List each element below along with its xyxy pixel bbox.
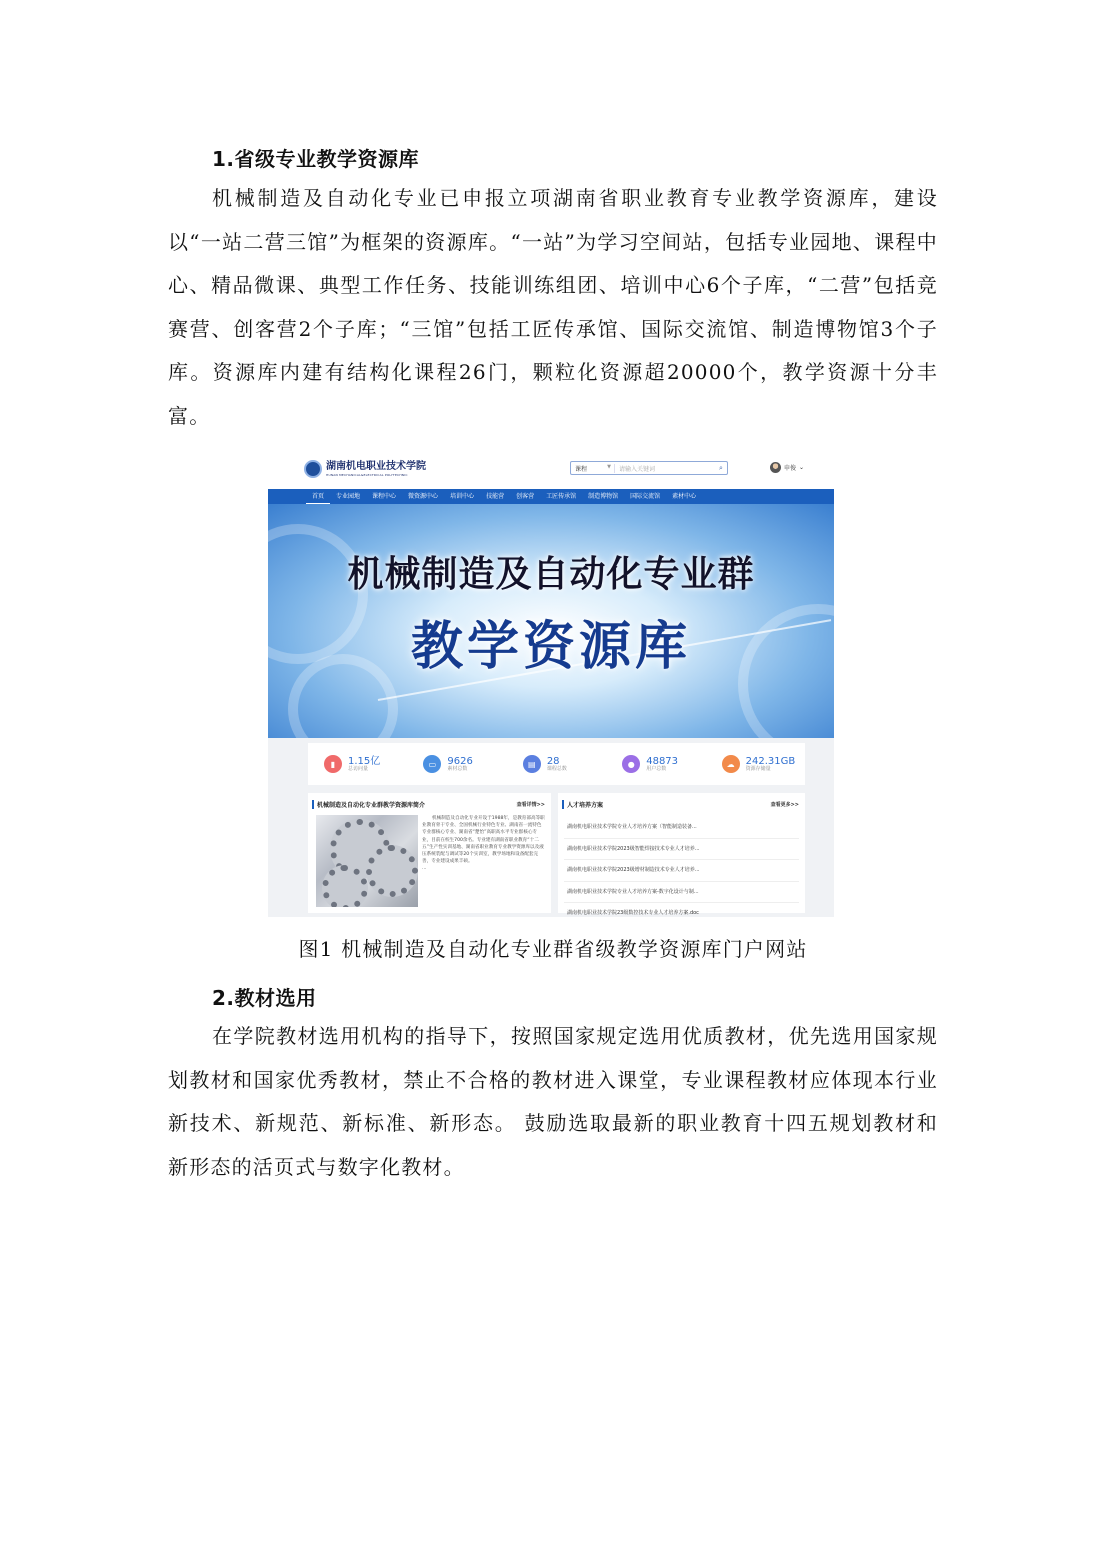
stat-materials: ▭ 9626 素材总数 bbox=[407, 755, 506, 773]
stat-courses: ▤ 28 课程总数 bbox=[507, 755, 606, 773]
stat-users: ● 48873 用户总数 bbox=[606, 755, 705, 773]
list-item[interactable]: 湖南机电职业技术学院23级数控技术专业人才培养方案.doc bbox=[564, 903, 799, 917]
portal-screenshot bbox=[268, 451, 834, 917]
nav-item-skills[interactable]: 技能营 bbox=[486, 493, 505, 500]
nav-item-materials[interactable]: 素材中心 bbox=[672, 493, 697, 500]
talent-title: 人才培养方案 bbox=[562, 800, 603, 809]
intro-photo bbox=[316, 815, 418, 907]
section-paragraph: 机械制造及自动化专业已申报立项湖南省职业教育专业教学资源库，建设以“一站二营三馆”为框架的资源库。“一站”为学习空间站，包括专业园地、课程中心、精品微课、典型工作任务、技能训练组团、培训中心6个子库，“二营”包括竞赛营、创客营2个子库；“三馆”包括工匠传承馆、国际交流馆、制造博物馆3个子库。资源库内建有结构化课程26门，颗粒化资源超20000个，教学资源十分丰富。 bbox=[168, 186, 938, 428]
talent-list bbox=[564, 817, 799, 917]
search-category-select[interactable]: 课程 ▼ bbox=[571, 464, 615, 473]
stat-visits: ▮ 1.15亿 总访问量 bbox=[308, 755, 407, 773]
stat-storage: ☁ 242.31GB 资源存储量 bbox=[706, 755, 805, 773]
search-icon[interactable]: ⌕ bbox=[719, 463, 723, 472]
site-logo[interactable] bbox=[304, 460, 426, 478]
nav-item-museum[interactable]: 制造博物馆 bbox=[588, 493, 619, 500]
book-icon: ▤ bbox=[523, 755, 541, 773]
list-item[interactable]: 湖南机电职业技术学院专业人才培养方案-数字化设计与制... bbox=[564, 882, 799, 904]
nav-item-home[interactable]: 首页 bbox=[306, 489, 330, 504]
nav-item-micro[interactable]: 微资源中心 bbox=[408, 493, 439, 500]
nav-item-courses[interactable]: 课程中心 bbox=[372, 493, 397, 500]
search-bar bbox=[570, 461, 728, 475]
search-input[interactable]: 请输入关键词 bbox=[619, 465, 656, 473]
list-item[interactable]: 湖南机电职业技术学院2023级智能焊接技术专业人才培养... bbox=[564, 839, 799, 861]
list-item[interactable]: 湖南机电职业技术学院2023级增材制造技术专业人才培养... bbox=[564, 860, 799, 882]
logo-name-cn: 湖南机电职业技术学院 bbox=[326, 460, 426, 472]
intro-text: 机械制造及自动化专业开设于1988年，是教育部高等职业教育骨干专业、全国机械行业特色专业、湖南省一流特色专业群核心专业、湖南省“楚怡”高职高水平专业群核心专业，目前在校生700余名。专业建有湖南省职业教育“十二五”生产性实训基地、湖南省职业教育专业教学资源库以及液压系统装配与调试等20个实训室，教学场地和设备配套完善，专业建设成果丰硕。 ... bbox=[422, 816, 545, 872]
section-heading: 1.省级专业教学资源库 bbox=[212, 147, 420, 171]
hero-banner bbox=[268, 504, 834, 738]
user-menu[interactable] bbox=[770, 462, 804, 473]
image-icon: ▭ bbox=[423, 755, 441, 773]
nav-item-training[interactable]: 培训中心 bbox=[450, 493, 475, 500]
chart-icon: ▮ bbox=[324, 755, 342, 773]
cloud-icon: ☁ bbox=[722, 755, 740, 773]
nav-item-maker[interactable]: 创客营 bbox=[516, 493, 535, 500]
nav-item-major[interactable]: 专业园地 bbox=[336, 493, 361, 500]
stats-bar bbox=[308, 743, 805, 785]
logo-name-en: HUNAN MECHANICAL&ELECTRICAL POLYTECHNIC bbox=[326, 472, 408, 477]
list-item[interactable]: 湖南机电职业技术学院专业人才培养方案（智能制造装备... bbox=[564, 817, 799, 839]
talent-panel bbox=[558, 793, 805, 916]
user-icon: ● bbox=[622, 755, 640, 773]
college-emblem-icon bbox=[304, 460, 322, 478]
intro-title: 机械制造及自动化专业群教学资源库简介 bbox=[312, 800, 425, 809]
main-nav bbox=[268, 489, 834, 504]
intro-ellipsis: ... bbox=[422, 866, 427, 872]
intro-more-link[interactable]: 查看详情>> bbox=[516, 801, 545, 808]
intro-panel bbox=[308, 793, 551, 913]
section-heading: 2.教材选用 bbox=[212, 986, 317, 1010]
user-name: 申俊 bbox=[784, 465, 797, 472]
nav-item-craftsman[interactable]: 工匠传承馆 bbox=[546, 493, 577, 500]
chevron-down-icon: ▼ bbox=[607, 463, 611, 470]
banner-subtitle: 教学资源库 bbox=[410, 617, 691, 677]
figure-caption: 图1 机械制造及自动化专业群省级教学资源库门户网站 bbox=[298, 937, 808, 961]
chevron-down-icon: ⌄ bbox=[799, 464, 805, 471]
nav-item-international[interactable]: 国际交流馆 bbox=[630, 493, 661, 500]
talent-more-link[interactable]: 查看更多>> bbox=[770, 801, 799, 808]
section-paragraph: 在学院教材选用机构的指导下，按照国家规定选用优质教材，优先选用国家规划教材和国家优秀教材，禁止不合格的教材进入课堂，专业课程教材应体现本行业新技术、新规范、新标准、新形态。 鼓励选取最新的职业教育十四五规划教材和新形态的活页式与数字化教材。 bbox=[168, 1024, 938, 1179]
site-header bbox=[268, 451, 834, 489]
banner-title: 机械制造及自动化专业群 bbox=[347, 554, 755, 595]
avatar bbox=[770, 462, 781, 473]
